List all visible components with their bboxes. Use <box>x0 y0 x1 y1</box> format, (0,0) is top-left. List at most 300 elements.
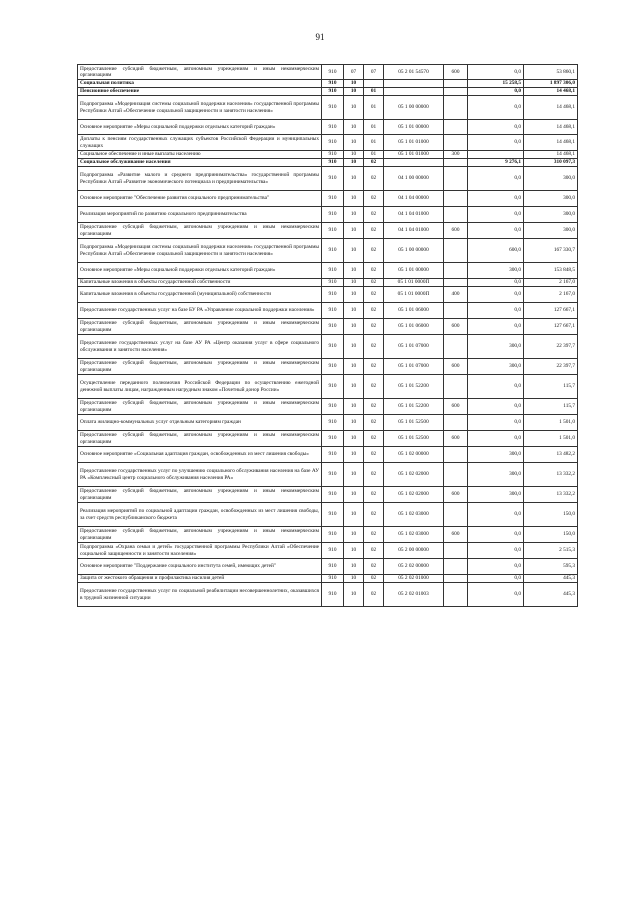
cell-vr <box>444 191 468 207</box>
cell-rz: 10 <box>344 503 364 527</box>
cell-ved: 910 <box>322 303 344 319</box>
cell-csr: 05 1 01 07000 <box>384 359 444 375</box>
cell-ved: 910 <box>322 279 344 287</box>
cell-name: Основное мероприятие «Меры социальной поддержки отдельных категорий граждан» <box>78 263 322 279</box>
cell-rz: 10 <box>344 151 364 159</box>
cell-ved: 910 <box>322 503 344 527</box>
cell-rz: 07 <box>344 65 364 80</box>
cell-csr: 05 1 01 01000 <box>384 151 444 159</box>
table-row <box>78 543 578 559</box>
cell-vr <box>444 159 468 167</box>
table-row <box>78 559 578 575</box>
table-row <box>78 359 578 375</box>
cell-rz: 10 <box>344 191 364 207</box>
cell-csr: 04 1 04 01000 <box>384 223 444 239</box>
cell-pr: 02 <box>364 527 384 543</box>
cell-pr: 02 <box>364 207 384 223</box>
cell-sum-1: 0,0 <box>468 191 524 207</box>
cell-csr: 04 1 00 00000 <box>384 167 444 191</box>
cell-sum-2: 127 667,1 <box>524 319 578 335</box>
cell-vr <box>444 135 468 151</box>
cell-pr: 02 <box>364 303 384 319</box>
cell-ved: 910 <box>322 167 344 191</box>
cell-csr: 05 1 02 00000 <box>384 447 444 463</box>
cell-vr: 600 <box>444 527 468 543</box>
cell-sum-1: 0,0 <box>468 527 524 543</box>
cell-ved: 910 <box>322 447 344 463</box>
cell-sum-2: 14 468,1 <box>524 120 578 135</box>
cell-ved: 910 <box>322 399 344 415</box>
cell-vr <box>444 207 468 223</box>
cell-vr <box>444 279 468 287</box>
cell-pr: 01 <box>364 96 384 120</box>
cell-sum-2: 445,3 <box>524 583 578 607</box>
table-row <box>78 207 578 223</box>
cell-name: Предоставление субсидий бюджетным, автономным учреждениям и иным некоммерческим организациям <box>78 399 322 415</box>
cell-name: Капитальные вложения в объекты государственной (муниципальной) собственности <box>78 287 322 303</box>
table-row <box>78 303 578 319</box>
cell-rz: 10 <box>344 88 364 96</box>
cell-sum-2: 13 332,2 <box>524 463 578 487</box>
cell-name: Предоставление государственных услуг на базе БУ РА «Управление социальной поддержки населения» <box>78 303 322 319</box>
cell-sum-2: 53 860,1 <box>524 65 578 80</box>
cell-rz: 10 <box>344 80 364 88</box>
cell-csr: 05 1 01 06000 <box>384 319 444 335</box>
cell-vr: 600 <box>444 319 468 335</box>
cell-ved: 910 <box>322 120 344 135</box>
table-row <box>78 120 578 135</box>
cell-name: Реализация мероприятий по социальной адаптации граждан, освобожденных из мест лишения свободы, за счет средств республиканского бюджета <box>78 503 322 527</box>
cell-vr <box>444 80 468 88</box>
cell-name: Предоставление субсидий бюджетным, автономным учреждениям и иным некоммерческим организациям <box>78 431 322 447</box>
cell-csr: 05 1 01 52500 <box>384 415 444 431</box>
cell-rz: 10 <box>344 447 364 463</box>
cell-sum-1: 300,0 <box>468 447 524 463</box>
cell-csr: 05 1 01 00000 <box>384 263 444 279</box>
cell-ved: 910 <box>322 159 344 167</box>
cell-rz: 10 <box>344 583 364 607</box>
cell-sum-2: 300,0 <box>524 191 578 207</box>
cell-name: Основное мероприятие «Меры социальной поддержки отдельных категорий граждан» <box>78 120 322 135</box>
cell-sum-1: 0,0 <box>468 559 524 575</box>
cell-vr: 300 <box>444 151 468 159</box>
table-row <box>78 575 578 583</box>
cell-pr: 02 <box>364 559 384 575</box>
cell-ved: 910 <box>322 583 344 607</box>
cell-name: Предоставление субсидий бюджетным, автономным учреждениям и иным некоммерческим организациям <box>78 65 322 80</box>
cell-pr: 01 <box>364 151 384 159</box>
cell-vr <box>444 120 468 135</box>
cell-pr: 02 <box>364 487 384 503</box>
cell-sum-1: 0,0 <box>468 287 524 303</box>
cell-rz: 10 <box>344 335 364 359</box>
table-row <box>78 463 578 487</box>
cell-rz: 10 <box>344 263 364 279</box>
page-number: 91 <box>315 32 325 42</box>
cell-pr: 02 <box>364 167 384 191</box>
cell-csr: 05 1 02 02000 <box>384 487 444 503</box>
cell-name: Оплата жилищно-коммунальных услуг отдельным категориям граждан <box>78 415 322 431</box>
cell-sum-2: 14 468,1 <box>524 135 578 151</box>
cell-sum-1: 0,0 <box>468 65 524 80</box>
cell-rz: 10 <box>344 375 364 399</box>
cell-sum-2: 115,7 <box>524 375 578 399</box>
cell-ved: 910 <box>322 287 344 303</box>
cell-ved: 910 <box>322 319 344 335</box>
cell-csr: 05 1 02 03000 <box>384 527 444 543</box>
cell-ved: 910 <box>322 335 344 359</box>
cell-sum-2: 2 167,0 <box>524 279 578 287</box>
table-row <box>78 319 578 335</box>
cell-name: Подпрограмма «Модернизация системы социальной поддержки населения» государственной программы Республики Алтай «Обеспечение социальной защищенности и занятости населения» <box>78 96 322 120</box>
cell-rz: 10 <box>344 575 364 583</box>
cell-vr: 600 <box>444 487 468 503</box>
cell-sum-2: 595,3 <box>524 559 578 575</box>
table-row <box>78 135 578 151</box>
table-row <box>78 447 578 463</box>
cell-ved: 910 <box>322 463 344 487</box>
cell-pr: 01 <box>364 88 384 96</box>
cell-pr: 02 <box>364 287 384 303</box>
cell-sum-1: 0,0 <box>468 583 524 607</box>
cell-csr: 05 1 00 00000 <box>384 239 444 263</box>
cell-sum-2: 14 468,1 <box>524 151 578 159</box>
cell-rz: 10 <box>344 207 364 223</box>
cell-pr: 02 <box>364 503 384 527</box>
cell-csr: 05 1 01 0000П <box>384 287 444 303</box>
cell-sum-2: 150,0 <box>524 503 578 527</box>
cell-rz: 10 <box>344 135 364 151</box>
cell-pr: 02 <box>364 223 384 239</box>
cell-rz: 10 <box>344 319 364 335</box>
cell-sum-2: 445,3 <box>524 575 578 583</box>
cell-sum-1: 0,0 <box>468 279 524 287</box>
table-row <box>78 151 578 159</box>
cell-rz: 10 <box>344 287 364 303</box>
cell-csr: 05 2 02 01003 <box>384 583 444 607</box>
cell-sum-2: 310 097,3 <box>524 159 578 167</box>
cell-csr: 04 1 04 01000 <box>384 207 444 223</box>
table-row <box>78 263 578 279</box>
cell-sum-1: 300,0 <box>468 487 524 503</box>
cell-name: Реализация мероприятий по развитию социального предпринимательства <box>78 207 322 223</box>
cell-pr: 02 <box>364 399 384 415</box>
cell-sum-2: 300,0 <box>524 167 578 191</box>
cell-vr <box>444 575 468 583</box>
cell-pr: 02 <box>364 583 384 607</box>
cell-sum-1: 600,0 <box>468 239 524 263</box>
cell-sum-1: 0,0 <box>468 503 524 527</box>
table-row <box>78 88 578 96</box>
table-body <box>78 65 578 607</box>
cell-sum-1: 0,0 <box>468 415 524 431</box>
cell-sum-2: 115,7 <box>524 399 578 415</box>
cell-name: Социальное обеспечение и иные выплаты населению <box>78 151 322 159</box>
cell-csr <box>384 80 444 88</box>
table-row <box>78 191 578 207</box>
cell-sum-2: 167 330,7 <box>524 239 578 263</box>
cell-sum-2: 1 897 306,0 <box>524 80 578 88</box>
cell-sum-2: 150,0 <box>524 527 578 543</box>
cell-ved: 910 <box>322 527 344 543</box>
cell-ved: 910 <box>322 223 344 239</box>
cell-ved: 910 <box>322 487 344 503</box>
cell-csr: 05 2 02 00000 <box>384 559 444 575</box>
cell-csr: 05 1 01 07000 <box>384 335 444 359</box>
cell-name: Доплаты к пенсиям государственных служащих субъектов Российской Федерации и муниципальных служащих <box>78 135 322 151</box>
cell-ved: 910 <box>322 375 344 399</box>
cell-ved: 910 <box>322 96 344 120</box>
cell-name: Защита от жестокого обращения и профилактика насилия детей <box>78 575 322 583</box>
cell-vr <box>444 167 468 191</box>
cell-name: Подпрограмма «Модернизация системы социальной поддержки населения» государственной программы Республики Алтай «Обеспечение социальной защищенности и занятости населения» <box>78 239 322 263</box>
cell-vr <box>444 583 468 607</box>
cell-sum-1: 0,0 <box>468 167 524 191</box>
table-row <box>78 503 578 527</box>
cell-vr <box>444 335 468 359</box>
cell-vr <box>444 503 468 527</box>
cell-ved: 910 <box>322 207 344 223</box>
cell-csr <box>384 88 444 96</box>
cell-csr: 05 1 01 52200 <box>384 399 444 415</box>
cell-pr: 02 <box>364 263 384 279</box>
cell-sum-2: 2 167,0 <box>524 287 578 303</box>
cell-pr: 02 <box>364 359 384 375</box>
cell-ved: 910 <box>322 88 344 96</box>
cell-sum-2: 127 667,1 <box>524 303 578 319</box>
cell-sum-1: 0,0 <box>468 96 524 120</box>
cell-name: Предоставление субсидий бюджетным, автономным учреждениям и иным некоммерческим организациям <box>78 319 322 335</box>
cell-vr: 600 <box>444 431 468 447</box>
table-row <box>78 96 578 120</box>
cell-vr <box>444 96 468 120</box>
cell-name: Предоставление субсидий бюджетным, автономным учреждениям и иным некоммерческим организациям <box>78 527 322 543</box>
cell-csr: 05 1 01 01000 <box>384 135 444 151</box>
cell-sum-1 <box>468 151 524 159</box>
cell-name: Основное мероприятие "Обеспечение развития социального предпринимательства" <box>78 191 322 207</box>
cell-sum-2: 13 332,2 <box>524 487 578 503</box>
cell-rz: 10 <box>344 159 364 167</box>
cell-sum-1: 0,0 <box>468 223 524 239</box>
cell-sum-2: 153 848,5 <box>524 263 578 279</box>
cell-rz: 10 <box>344 431 364 447</box>
cell-sum-2: 22 397,7 <box>524 359 578 375</box>
cell-csr: 05 1 01 0000П <box>384 279 444 287</box>
cell-csr: 05 1 01 06000 <box>384 303 444 319</box>
cell-pr: 02 <box>364 375 384 399</box>
cell-name: Социальная политика <box>78 80 322 88</box>
table-row <box>78 583 578 607</box>
cell-csr: 05 2 01 54570 <box>384 65 444 80</box>
cell-vr: 600 <box>444 359 468 375</box>
cell-sum-1: 0,0 <box>468 207 524 223</box>
cell-sum-1: 0,0 <box>468 431 524 447</box>
cell-sum-1: 300,0 <box>468 335 524 359</box>
cell-csr: 05 2 02 01000 <box>384 575 444 583</box>
cell-pr: 02 <box>364 191 384 207</box>
cell-sum-2: 300,0 <box>524 223 578 239</box>
cell-name: Предоставление субсидий бюджетным, автономным учреждениям и иным некоммерческим организациям <box>78 223 322 239</box>
cell-name: Предоставление государственных услуг на базе АУ РА «Центр оказания услуг в сфере социального обслуживания и занятости населения» <box>78 335 322 359</box>
cell-pr: 02 <box>364 319 384 335</box>
cell-csr: 05 1 01 52500 <box>384 431 444 447</box>
cell-ved: 910 <box>322 65 344 80</box>
cell-sum-1: 9 276,1 <box>468 159 524 167</box>
cell-pr: 02 <box>364 447 384 463</box>
cell-csr: 05 1 02 02000 <box>384 463 444 487</box>
cell-ved: 910 <box>322 151 344 159</box>
cell-ved: 910 <box>322 431 344 447</box>
cell-pr: 07 <box>364 65 384 80</box>
cell-vr <box>444 88 468 96</box>
cell-sum-2: 1 501,0 <box>524 431 578 447</box>
table-row <box>78 159 578 167</box>
cell-sum-1: 0,0 <box>468 88 524 96</box>
table-row <box>78 335 578 359</box>
cell-pr <box>364 80 384 88</box>
table-row <box>78 65 578 80</box>
cell-vr <box>444 447 468 463</box>
cell-csr: 05 1 01 52200 <box>384 375 444 399</box>
cell-csr: 05 1 02 03000 <box>384 503 444 527</box>
cell-sum-2: 14 468,1 <box>524 88 578 96</box>
table-row <box>78 223 578 239</box>
cell-rz: 10 <box>344 399 364 415</box>
cell-name: Основное мероприятие "Поддержание социального института семей, имеющих детей" <box>78 559 322 575</box>
cell-name: Предоставление субсидий бюджетным, автономным учреждениям и иным некоммерческим организациям <box>78 359 322 375</box>
table-row <box>78 279 578 287</box>
cell-sum-2: 22 397,7 <box>524 335 578 359</box>
cell-rz: 10 <box>344 463 364 487</box>
cell-sum-2: 1 501,0 <box>524 415 578 431</box>
cell-sum-1: 300,0 <box>468 463 524 487</box>
table-row <box>78 527 578 543</box>
cell-vr: 400 <box>444 287 468 303</box>
cell-rz: 10 <box>344 96 364 120</box>
cell-ved: 910 <box>322 415 344 431</box>
cell-rz: 10 <box>344 239 364 263</box>
cell-vr: 600 <box>444 65 468 80</box>
table-row <box>78 287 578 303</box>
cell-pr: 02 <box>364 431 384 447</box>
cell-ved: 910 <box>322 191 344 207</box>
cell-pr: 02 <box>364 335 384 359</box>
cell-rz: 10 <box>344 223 364 239</box>
table-row <box>78 399 578 415</box>
cell-ved: 910 <box>322 575 344 583</box>
cell-pr: 02 <box>364 463 384 487</box>
cell-ved: 910 <box>322 263 344 279</box>
table-row <box>78 415 578 431</box>
cell-rz: 10 <box>344 543 364 559</box>
cell-rz: 10 <box>344 527 364 543</box>
cell-vr <box>444 415 468 431</box>
cell-sum-1: 0,0 <box>468 319 524 335</box>
table-row <box>78 487 578 503</box>
cell-rz: 10 <box>344 279 364 287</box>
cell-ved: 910 <box>322 359 344 375</box>
cell-name: Предоставление государственных услуг по социальной реабилитации несовершеннолетних, оказавшихся в трудной жизненной ситуации <box>78 583 322 607</box>
cell-name: Предоставление субсидий бюджетным, автономным учреждениям и иным некоммерческим организациям <box>78 487 322 503</box>
cell-name: Предоставление государственных услуг по улучшению социального обслуживания населения на базе АУ РА «Комплексный центр социального обслуживания населения РА» <box>78 463 322 487</box>
cell-name: Подпрограмма «Охрана семьи и детей» государственной программы Республики Алтай «Обеспечение социальной защищенности и занятости населения» <box>78 543 322 559</box>
cell-name: Подпрограмма «Развитие малого и среднего предпринимательства» государственной программы Республики Алтай «Развитие экономического потенциала и предпринимательства» <box>78 167 322 191</box>
cell-sum-1: 0,0 <box>468 135 524 151</box>
cell-csr: 04 1 04 00000 <box>384 191 444 207</box>
cell-vr <box>444 463 468 487</box>
cell-name: Основное мероприятие «Социальная адаптация граждан, освобожденных из мест лишения свободы» <box>78 447 322 463</box>
budget-table <box>77 64 578 607</box>
cell-name: Социальное обслуживание населения <box>78 159 322 167</box>
cell-pr: 02 <box>364 575 384 583</box>
cell-rz: 10 <box>344 559 364 575</box>
cell-sum-1: 300,0 <box>468 263 524 279</box>
cell-vr <box>444 559 468 575</box>
cell-sum-1: 0,0 <box>468 399 524 415</box>
table-row <box>78 239 578 263</box>
cell-csr: 05 2 00 00000 <box>384 543 444 559</box>
cell-sum-2: 13 482,2 <box>524 447 578 463</box>
cell-ved: 910 <box>322 80 344 88</box>
table-row <box>78 80 578 88</box>
cell-rz: 10 <box>344 303 364 319</box>
cell-vr: 600 <box>444 223 468 239</box>
cell-ved: 910 <box>322 559 344 575</box>
cell-sum-1: 0,0 <box>468 303 524 319</box>
cell-sum-1: 15 258,5 <box>468 80 524 88</box>
cell-rz: 10 <box>344 487 364 503</box>
table-row <box>78 375 578 399</box>
cell-sum-2: 300,0 <box>524 207 578 223</box>
cell-sum-1: 300,0 <box>468 359 524 375</box>
cell-vr <box>444 263 468 279</box>
cell-rz: 10 <box>344 415 364 431</box>
cell-csr: 05 1 01 00000 <box>384 120 444 135</box>
cell-ved: 910 <box>322 239 344 263</box>
cell-pr: 02 <box>364 159 384 167</box>
cell-sum-1: 0,0 <box>468 543 524 559</box>
cell-vr: 600 <box>444 399 468 415</box>
cell-pr: 02 <box>364 239 384 263</box>
cell-csr: 05 1 00 00000 <box>384 96 444 120</box>
cell-sum-2: 2 515,3 <box>524 543 578 559</box>
cell-pr: 01 <box>364 120 384 135</box>
cell-sum-1: 0,0 <box>468 120 524 135</box>
cell-ved: 910 <box>322 135 344 151</box>
cell-pr: 02 <box>364 543 384 559</box>
table-row <box>78 431 578 447</box>
cell-sum-1: 0,0 <box>468 575 524 583</box>
cell-vr <box>444 543 468 559</box>
cell-sum-1: 0,0 <box>468 375 524 399</box>
table-row <box>78 167 578 191</box>
cell-pr: 02 <box>364 279 384 287</box>
cell-vr <box>444 239 468 263</box>
cell-vr <box>444 375 468 399</box>
cell-rz: 10 <box>344 167 364 191</box>
cell-name: Капитальные вложения в объекты государственной собственности <box>78 279 322 287</box>
cell-ved: 910 <box>322 543 344 559</box>
cell-pr: 01 <box>364 135 384 151</box>
cell-sum-2: 14 468,1 <box>524 96 578 120</box>
cell-rz: 10 <box>344 120 364 135</box>
cell-rz: 10 <box>344 359 364 375</box>
cell-vr <box>444 303 468 319</box>
cell-csr <box>384 159 444 167</box>
cell-pr: 02 <box>364 415 384 431</box>
cell-name: Осуществление переданного полномочия Российской Федерации по осуществлению ежегодной денежной выплаты лицам, награжденным нагрудным знаком «Почетный донор России» <box>78 375 322 399</box>
cell-name: Пенсионное обеспечение <box>78 88 322 96</box>
